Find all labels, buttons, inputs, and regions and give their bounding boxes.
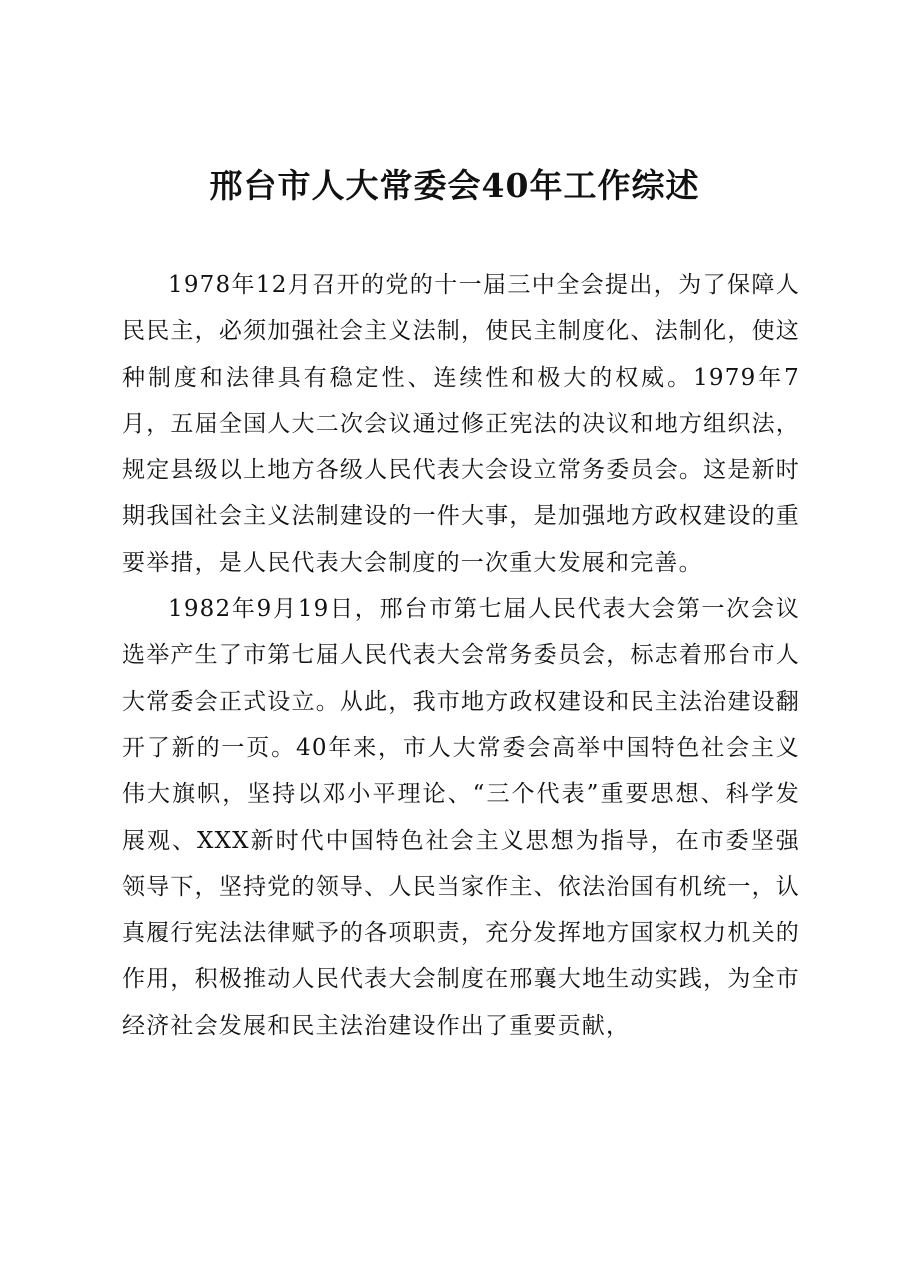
paragraph-2: 1982年9月19日，邢台市第七届人民代表大会第一次会议选举产生了市第七届人民代表大会常务委员会，标志着邢台市人大常委会正式设立。从此，我市地方政权建设和民主法治建设翻开了新的一页。40年来，市人大常委会高举中国特色社会主义伟大旗帜，坚持以邓小平理论、“三个代表”重要思想、科学发展观、XXX新时代中国特色社会主义思想为指导，在市委坚强领导下，坚持党的领导、人民当家作主、依法治国有机统一，认真履行宪法法律赋予的各项职责，充分发挥地方国家权力机关的作用，积极推动人民代表大会制度在邢襄大地生动实践，为全市经济社会发展和民主法治建设作出了重要贡献， [122, 596, 800, 1039]
document-title: 邢台市人大常委会40年工作综述 [209, 166, 700, 205]
document-body [122, 262, 800, 1049]
paragraph-1: 1978年12月召开的党的十一届三中全会提出，为了保障人民民主，必须加强社会主义法制，使民主制度化、法制化，使这种制度和法律具有稳定性、连续性和极大的权威。1979年7月，五届全国人大二次会议通过修正宪法的决议和地方组织法，规定县级以上地方各级人民代表大会设立常务委员会。这是新时期我国社会主义法制建设的一件大事，是加强地方政权建设的重要举措，是人民代表大会制度的一次重大发展和完善。 [122, 272, 800, 576]
